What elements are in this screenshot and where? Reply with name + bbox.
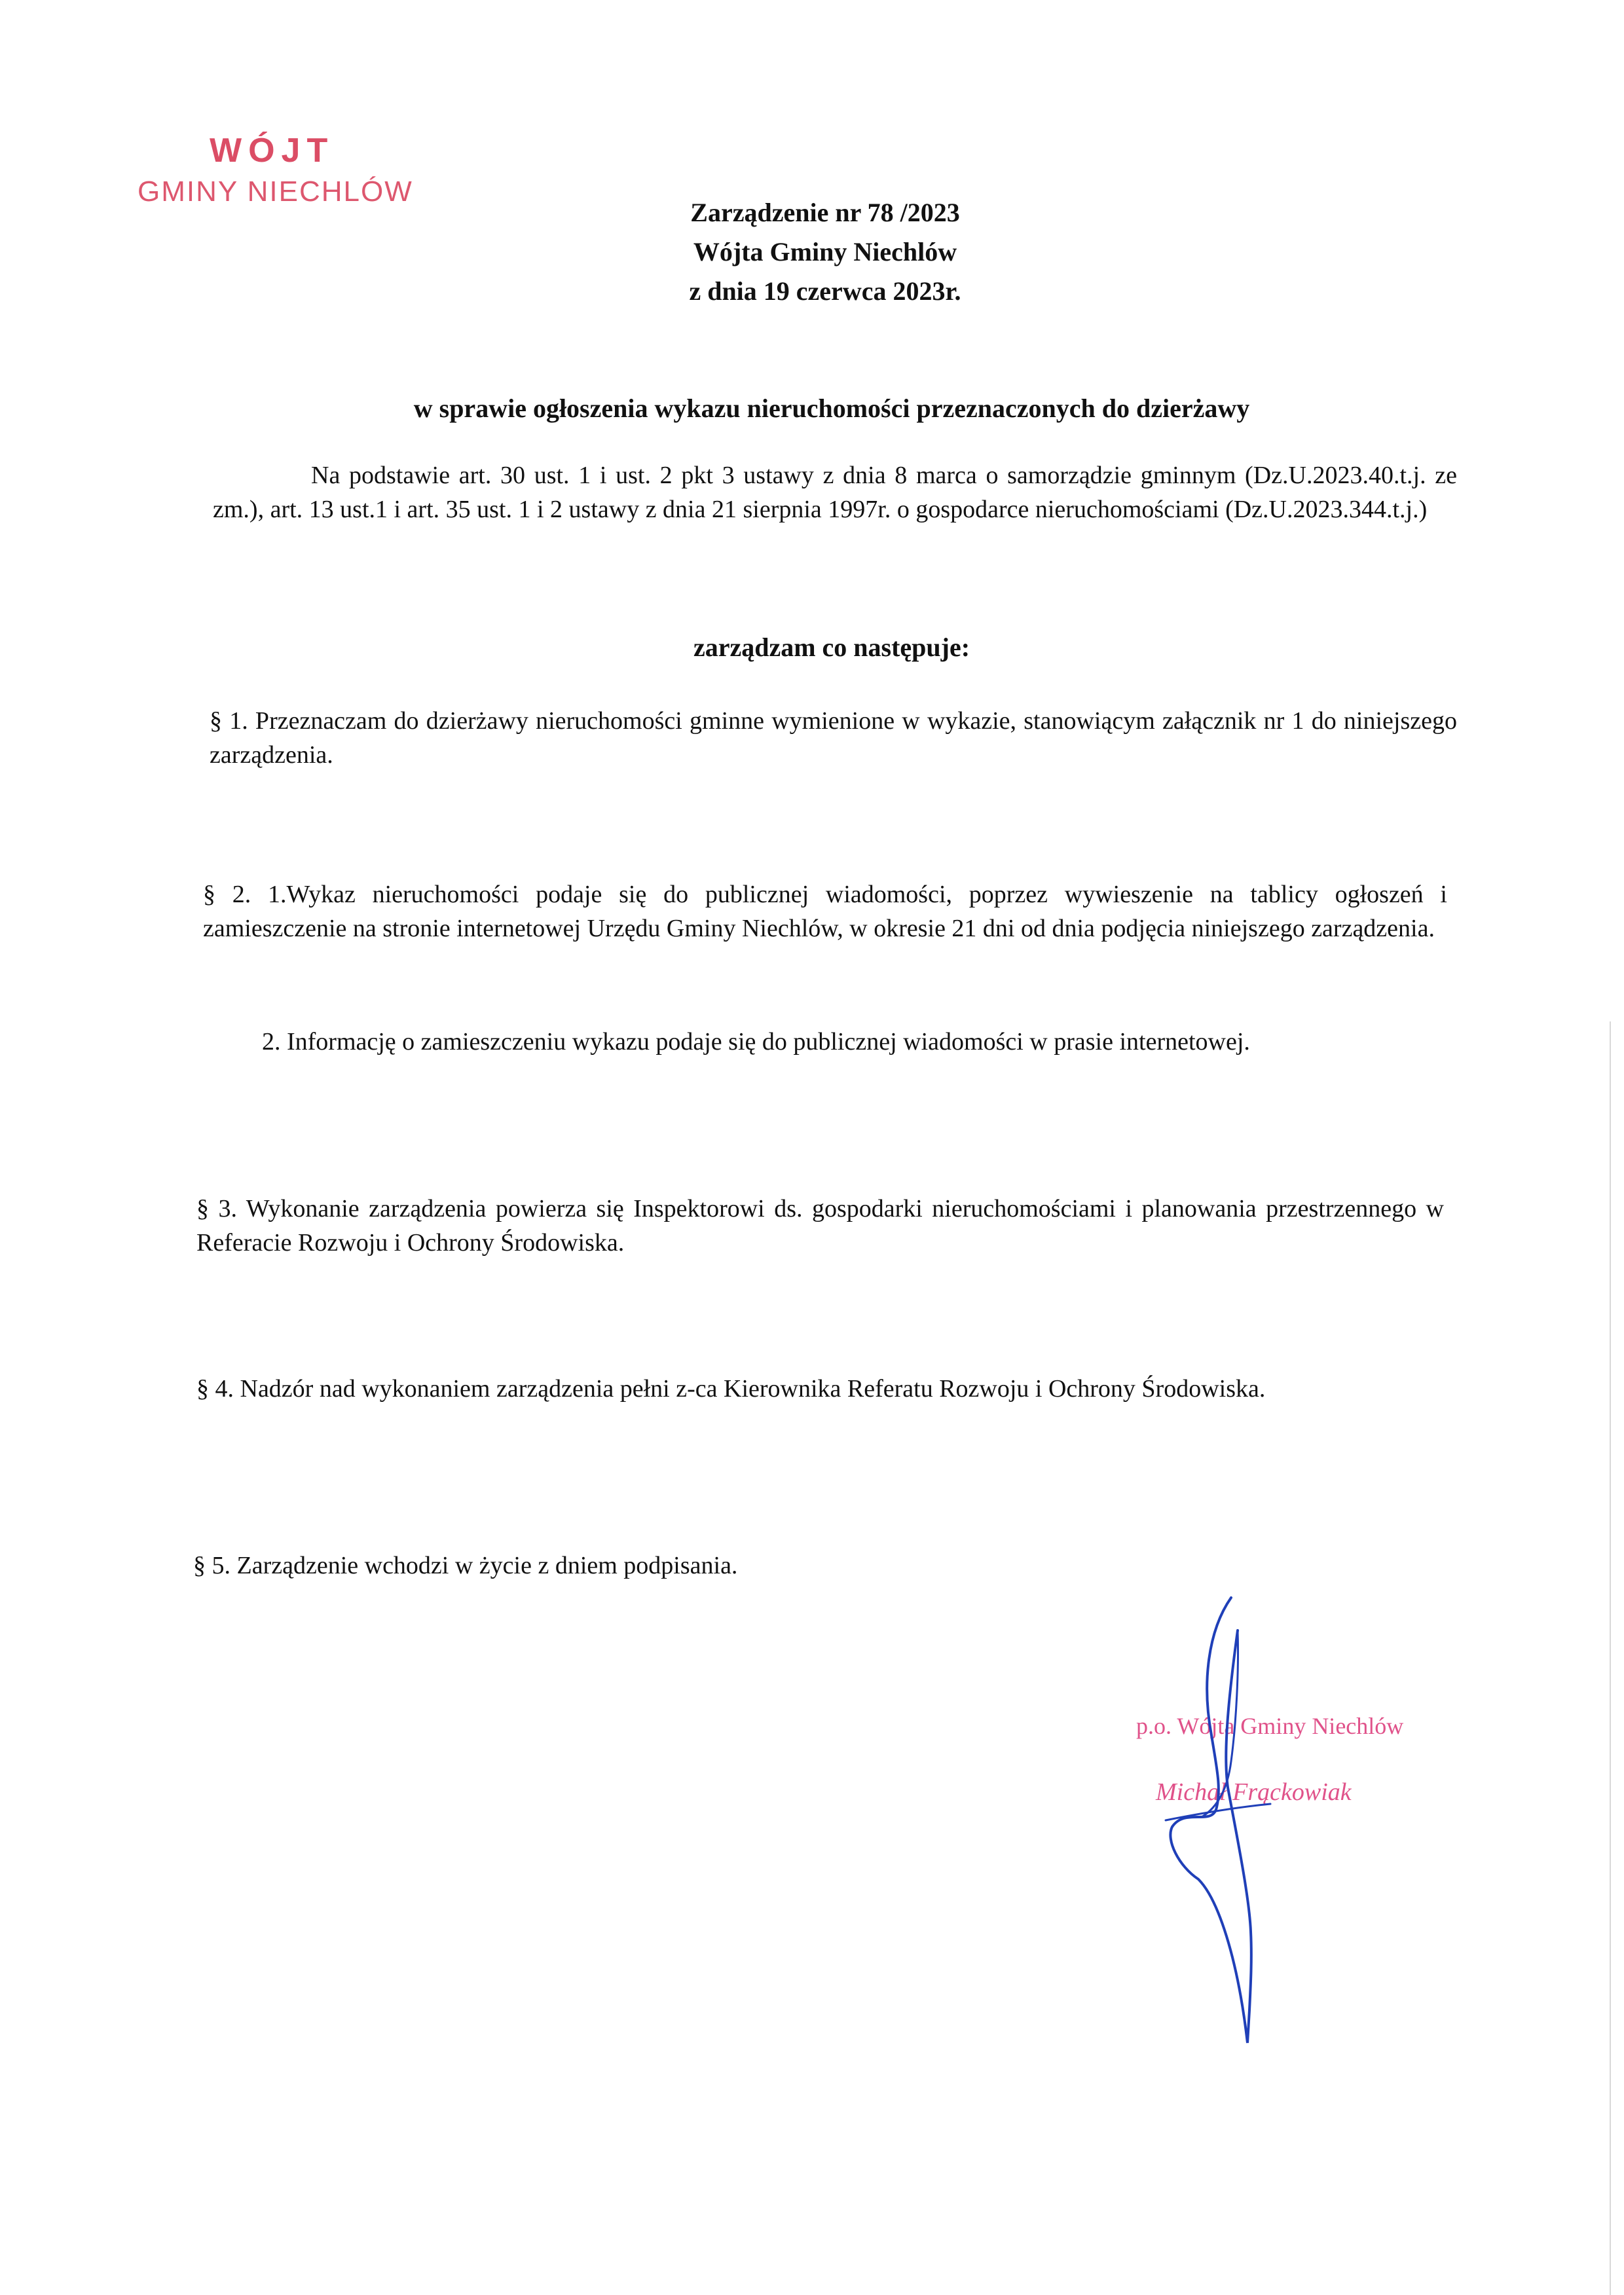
signature-title-stamp: p.o. Wójta Gminy Niechlów bbox=[1136, 1713, 1404, 1739]
section-2-point-1: § 2. 1.Wykaz nieruchomości podaje się do publicznej wiadomości, poprzez wywieszenie na tablicy ogłoszeń i zamieszczenie na stronie internetowej Urzędu Gminy Niechlów, w okresie 21 dni od dnia podjęcia niniejszego zarządzenia. bbox=[203, 881, 1447, 942]
legal-basis: Na podstawie art. 30 ust. 1 i ust. 2 pkt 3 ustawy z dnia 8 marca o samorządzie gminnym (Dz.U.2023.40.t.j. ze zm.), art. 13 ust.1 i art. 35 ust. 1 i 2 ustawy z dnia 21 sierpnia 1997r. o gospodarce nieruchomościami (Dz.U.2023.344.t.j.) bbox=[213, 462, 1457, 523]
section-5: § 5. Zarządzenie wchodzi w życie z dniem podpisania. bbox=[193, 1552, 738, 1579]
section-2-point-2: 2. Informację o zamieszczeniu wykazu podaje się do publicznej wiadomości w prasie internetowej. bbox=[262, 1028, 1250, 1056]
ordinance-number: Zarządzenie nr 78 /2023 bbox=[690, 198, 960, 227]
decision-heading: zarządzam co następuje: bbox=[693, 633, 970, 662]
stamp-line-1: WÓJT bbox=[210, 132, 335, 170]
signature-name-stamp: Michał Frąckowiak bbox=[1156, 1778, 1352, 1806]
issue-date: z dnia 19 czerwca 2023r. bbox=[689, 276, 961, 306]
section-4: § 4. Nadzór nad wykonaniem zarządzenia pełni z-ca Kierownika Referatu Rozwoju i Ochrony Środowiska. bbox=[196, 1375, 1266, 1403]
issuer: Wójta Gminy Niechlów bbox=[693, 237, 957, 266]
document-header bbox=[589, 193, 1061, 311]
handwritten-signature bbox=[1139, 1591, 1310, 2049]
document-subject: w sprawie ogłoszenia wykazu nieruchomości przeznaczonych do dzierżawy bbox=[413, 394, 1250, 423]
office-stamp bbox=[138, 131, 452, 223]
scan-edge-line bbox=[1610, 1021, 1611, 2295]
stamp-line-2: GMINY NIECHLÓW bbox=[138, 175, 413, 208]
section-3: § 3. Wykonanie zarządzenia powierza się Inspektorowi ds. gospodarki nieruchomościami i planowania przestrzennego w Referacie Rozwoju i Ochrony Środowiska. bbox=[196, 1195, 1444, 1257]
section-1: § 1. Przeznaczam do dzierżawy nieruchomości gminne wymienione w wykazie, stanowiącym załącznik nr 1 do niniejszego zarządzenia. bbox=[210, 707, 1457, 769]
